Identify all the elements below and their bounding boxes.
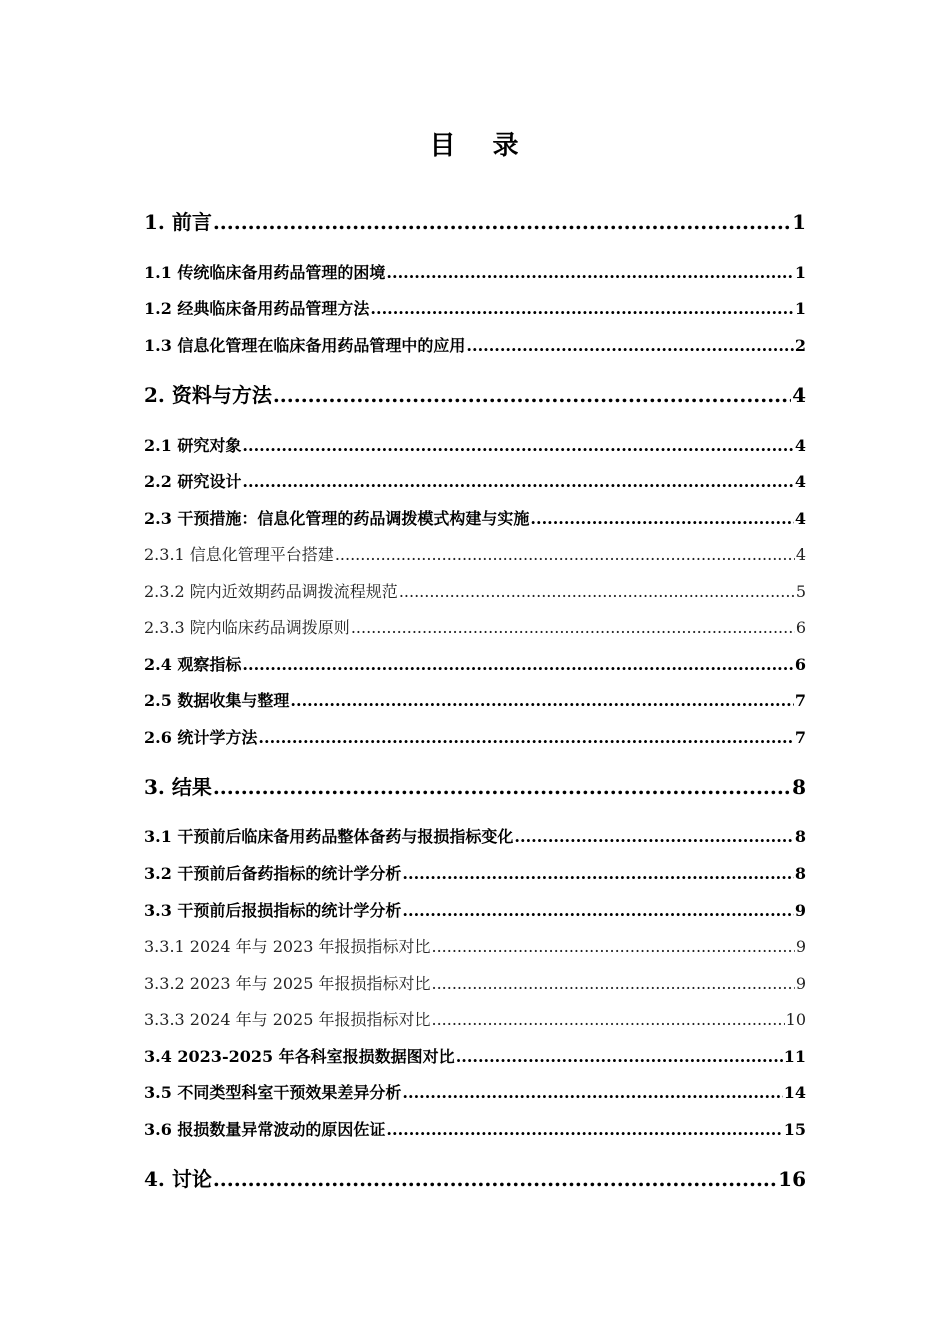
toc-entry[interactable] [144, 581, 806, 603]
toc-entry[interactable] [144, 1046, 806, 1068]
toc-entry[interactable] [144, 654, 806, 676]
dot-leader [258, 727, 793, 749]
dot-leader [213, 208, 791, 236]
toc-entry-page-number: 9 [794, 901, 806, 920]
dot-leader [335, 544, 795, 566]
toc-entry-label: 3.4 2023-2025 年各科室报损数据图对比 [144, 1047, 455, 1066]
toc-entry[interactable] [144, 508, 806, 530]
toc-entry-label: 2.5 数据收集与整理 [144, 691, 290, 710]
dot-leader [351, 617, 795, 639]
dot-leader [402, 900, 793, 922]
dot-leader [242, 654, 793, 676]
toc-entry[interactable] [144, 863, 806, 885]
toc-entry-page-number: 15 [783, 1120, 806, 1139]
toc-title: 目 录 [429, 131, 521, 161]
toc-entry-page-number: 14 [783, 1083, 806, 1102]
toc-entry[interactable] [144, 826, 806, 848]
dot-leader [402, 863, 793, 885]
toc-entry-label: 2.3.2 院内近效期药品调拨流程规范 [144, 582, 398, 601]
toc-entry[interactable] [144, 690, 806, 712]
toc-entry-page-number: 4 [795, 545, 806, 564]
toc-entry-page-number: 1 [794, 263, 806, 282]
toc-entry[interactable] [144, 471, 806, 493]
toc-entry-page-number: 16 [778, 1167, 806, 1191]
toc-entry-label: 1.2 经典临床备用药品管理方法 [144, 299, 370, 318]
toc-entry[interactable] [144, 773, 806, 801]
dot-leader [456, 1046, 783, 1068]
toc-entry-label: 2.2 研究设计 [144, 472, 242, 491]
dot-leader [213, 1165, 777, 1193]
toc-entry-label: 3.3.1 2024 年与 2023 年报损指标对比 [144, 937, 431, 956]
dot-leader [530, 508, 793, 530]
dot-leader [432, 1009, 785, 1031]
toc-entry-page-number: 9 [795, 974, 806, 993]
toc-entry-page-number: 7 [794, 691, 806, 710]
toc-entry-label: 2.1 研究对象 [144, 436, 242, 455]
toc-entry-page-number: 5 [795, 582, 806, 601]
toc-entry[interactable] [144, 727, 806, 749]
toc-entry[interactable] [144, 435, 806, 457]
toc-entry[interactable] [144, 1119, 806, 1141]
toc-entry[interactable] [144, 208, 806, 236]
dot-leader [242, 435, 793, 457]
toc-entry-page-number: 9 [795, 937, 806, 956]
toc-entry[interactable] [144, 617, 806, 639]
toc-entry-label: 3.1 干预前后临床备用药品整体备药与报损指标变化 [144, 827, 514, 846]
toc-entry-page-number: 11 [783, 1047, 806, 1066]
toc-entry[interactable] [144, 381, 806, 409]
toc-entry-page-number: 8 [792, 775, 806, 799]
toc-entry-page-number: 4 [792, 383, 806, 407]
toc-entry-page-number: 8 [794, 827, 806, 846]
toc-entry-label: 3.3 干预前后报损指标的统计学分析 [144, 901, 402, 920]
toc-entry-label: 4. 讨论 [144, 1167, 212, 1191]
toc-entry-label: 3.2 干预前后备药指标的统计学分析 [144, 864, 402, 883]
toc-entry-page-number: 10 [785, 1010, 806, 1029]
toc-entry-page-number: 7 [794, 728, 806, 747]
toc-entry[interactable] [144, 936, 806, 958]
toc-entry-page-number: 6 [794, 655, 806, 674]
dot-leader [370, 298, 793, 320]
toc-entry-label: 2.3.3 院内临床药品调拨原则 [144, 618, 350, 637]
toc-entry-label: 3.5 不同类型科室干预效果差异分析 [144, 1083, 402, 1102]
toc-entry-label: 2.3.1 信息化管理平台搭建 [144, 545, 334, 564]
toc-entry-page-number: 1 [794, 299, 806, 318]
toc-entry[interactable] [144, 1165, 806, 1193]
toc-entry[interactable] [144, 1009, 806, 1031]
toc-entry-label: 1.3 信息化管理在临床备用药品管理中的应用 [144, 336, 466, 355]
dot-leader [386, 262, 793, 284]
toc-entry-label: 3.3.2 2023 年与 2025 年报损指标对比 [144, 974, 431, 993]
toc-entry-label: 3. 结果 [144, 775, 212, 799]
toc-entry-page-number: 4 [794, 472, 806, 491]
toc-entry-page-number: 4 [794, 509, 806, 528]
toc-entry[interactable] [144, 900, 806, 922]
toc-entry[interactable] [144, 262, 806, 284]
toc-entry[interactable] [144, 1082, 806, 1104]
dot-leader [213, 773, 791, 801]
dot-leader [514, 826, 793, 848]
toc-entry-page-number: 2 [794, 336, 806, 355]
toc-entry[interactable] [144, 298, 806, 320]
toc-entry-label: 2.6 统计学方法 [144, 728, 258, 747]
toc-entry-label: 1.1 传统临床备用药品管理的困境 [144, 263, 386, 282]
toc-entry-page-number: 8 [794, 864, 806, 883]
toc-entry-label: 3.6 报损数量异常波动的原因佐证 [144, 1120, 386, 1139]
toc-entry-label: 2. 资料与方法 [144, 383, 272, 407]
dot-leader [432, 973, 795, 995]
toc-entry-page-number: 4 [794, 436, 806, 455]
dot-leader [402, 1082, 782, 1104]
dot-leader [242, 471, 793, 493]
toc-entry-page-number: 1 [792, 210, 806, 234]
dot-leader [290, 690, 793, 712]
toc-entry-label: 1. 前言 [144, 210, 212, 234]
toc-entry[interactable] [144, 335, 806, 357]
toc-entry-page-number: 6 [795, 618, 806, 637]
toc-entry[interactable] [144, 973, 806, 995]
toc-entry-label: 2.4 观察指标 [144, 655, 242, 674]
dot-leader [466, 335, 793, 357]
toc-entry[interactable] [144, 544, 806, 566]
dot-leader [386, 1119, 782, 1141]
dot-leader [432, 936, 795, 958]
dot-leader [399, 581, 795, 603]
dot-leader [273, 381, 791, 409]
toc-entry-label: 2.3 干预措施：信息化管理的药品调拨模式构建与实施 [144, 509, 530, 528]
toc-entry-label: 3.3.3 2024 年与 2025 年报损指标对比 [144, 1010, 431, 1029]
